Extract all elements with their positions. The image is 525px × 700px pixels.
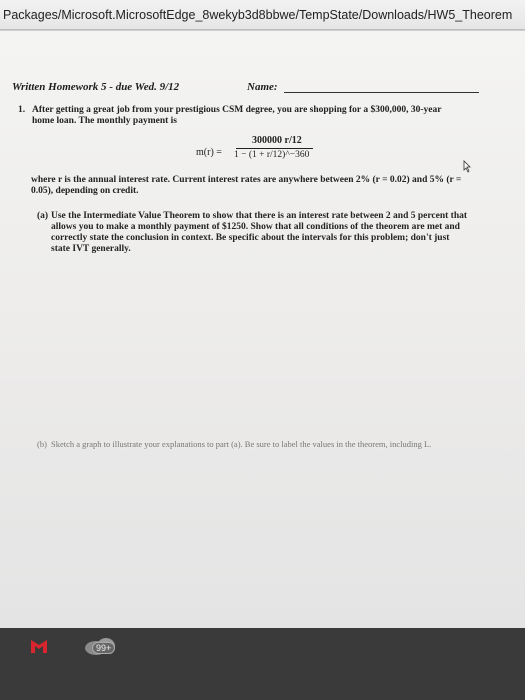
homework-title: Written Homework 5 - due Wed. 9/12 <box>12 81 180 93</box>
problem-number: 1. <box>18 105 26 115</box>
mcafee-icon[interactable] <box>30 638 48 654</box>
notification-badge: 99+ <box>92 642 115 654</box>
payment-formula <box>196 135 336 175</box>
homework-header <box>12 81 472 93</box>
interest-rate-text: where r is the annual interest rate. Current interest rates are anywhere between 2% (r = 0.02) and 5% (r = 0.05), depending on credit. <box>31 175 462 196</box>
fraction-bar <box>236 148 313 149</box>
problem-text: After getting a great job from your prestigious CSM degree, you are shopping for a $300,000, 30-year home loan. The monthly payment is <box>32 105 442 126</box>
mouse-pointer-icon <box>460 160 474 176</box>
part-a-label: (a) <box>37 211 49 221</box>
document-page <box>0 31 525 628</box>
formula-denominator: 1 − (1 + r/12)^−360 <box>234 150 310 160</box>
part-a-text: Use the Intermediate Value Theorem to show that there is an interest rate between 2 and 5 percent that allows you to make a monthly payment of $1250. Show that all conditions of the theorem are met and correctly state the conclusion in context. Be specific about the intervals for this problem; don't just state IVT generally. <box>51 211 468 254</box>
part-b-label: (b) <box>37 439 47 449</box>
part-b-text: Sketch a graph to illustrate your explanations to part (a). Be sure to label the values in the theorem, including L. <box>51 439 432 449</box>
name-line <box>284 92 479 93</box>
taskbar <box>0 628 525 700</box>
file-path: Packages/Microsoft.MicrosoftEdge_8wekyb3d8bbwe/TempState/Downloads/HW5_Theorem <box>3 8 513 22</box>
formula-numerator: 300000 r/12 <box>252 135 302 146</box>
name-label: Name: <box>247 81 278 93</box>
formula-lhs: m(r) = <box>196 147 222 158</box>
address-bar[interactable] <box>0 0 525 30</box>
